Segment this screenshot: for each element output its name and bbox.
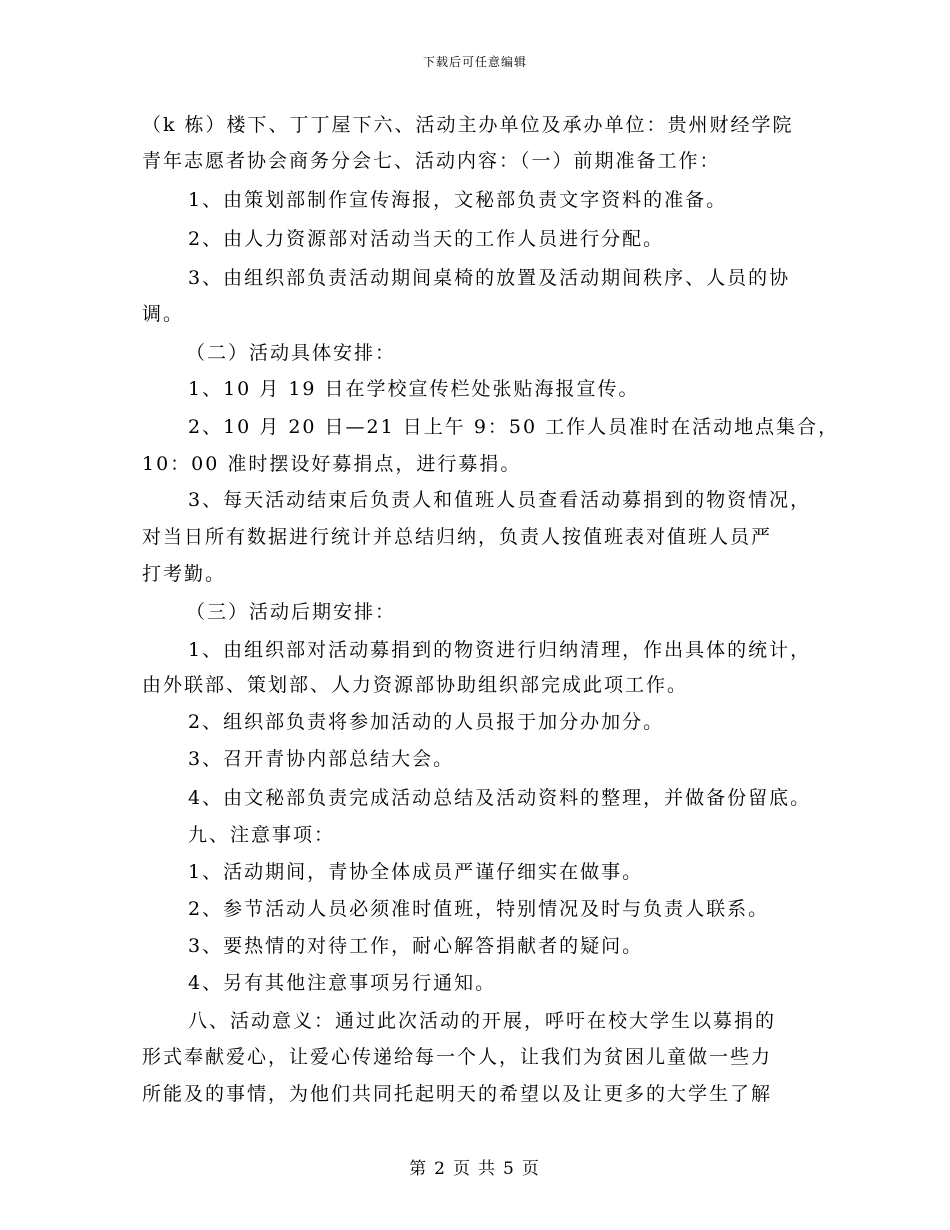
body-line: 3、由组织部负责活动期间桌椅的放置及活动期间秩序、人员的协 (188, 267, 791, 289)
body-line: 2、10 月 20 日—21 日上午 9：50 工作人员准时在活动地点集合， (188, 416, 840, 438)
body-line: 1、由组织部对活动募捐到的物资进行归纳清理，作出具体的统计， (188, 639, 812, 661)
body-line: 10：00 准时摆设好募捐点，进行募捐。 (142, 453, 522, 475)
footer-suffix: 页 (521, 1159, 541, 1179)
body-line: 3、要热情的对待工作，耐心解答捐献者的疑问。 (188, 935, 644, 957)
body-line: 3、每天活动结束后负责人和值班人员查看活动募捐到的物资情况， (188, 489, 812, 511)
body-line: 调。 (142, 303, 185, 325)
body-line: 1、活动期间，青协全体成员严谨仔细实在做事。 (188, 861, 644, 883)
body-line: 4、另有其他注意事项另行通知。 (188, 972, 497, 994)
footer-page-word: 页 (453, 1159, 472, 1179)
body-line: 所能及的事情，为他们共同托起明天的希望以及让更多的大学生了解 (142, 1083, 773, 1105)
section-heading: （三）活动后期安排： (186, 601, 397, 623)
total-page-number: 5 (503, 1159, 516, 1179)
current-page-number: 2 (434, 1159, 447, 1179)
page-footer (0, 1154, 950, 1179)
body-line: 八、活动意义：通过此次活动的开展，呼吁在校大学生以募捐的 (188, 1010, 777, 1032)
body-line: 1、10 月 19 日在学校宣传栏处张贴海报宣传。 (188, 378, 640, 400)
body-line: 对当日所有数据进行统计并总结归纳，负责人按值班表对值班人员严 (142, 526, 773, 548)
body-line: 青年志愿者协会商务分会七、活动内容：（一）前期准备工作： (142, 150, 721, 172)
body-line: 1、由策划部制作宣传海报，文秘部负责文字资料的准备。 (188, 189, 728, 211)
body-line: （k 栋）楼下、丁丁屋下六、活动主办单位及承办单位：贵州财经学院 (142, 114, 794, 136)
body-line: 2、参节活动人员必须准时值班，特别情况及时与负责人联系。 (188, 898, 770, 920)
body-line: 形式奉献爱心，让爱心传递给每一个人，让我们为贫困儿童做一些力 (142, 1046, 773, 1068)
body-line: 由外联部、策划部、人力资源部协助组织部完成此项工作。 (142, 674, 689, 696)
body-line: 4、由文秘部负责完成活动总结及活动资料的整理，并做备份留底。 (188, 787, 812, 809)
body-line: 3、召开青协内部总结大会。 (188, 748, 455, 770)
section-heading: （二）活动具体安排： (186, 342, 397, 364)
footer-prefix: 第 (409, 1159, 429, 1179)
body-line: 打考勤。 (142, 563, 227, 585)
header-note: 下载后可任意编辑 (422, 55, 527, 69)
body-line: 2、由人力资源部对活动当天的工作人员进行分配。 (188, 228, 665, 250)
footer-total-word: 共 (478, 1159, 497, 1179)
section-heading: 九、注意事项： (188, 824, 336, 846)
body-line: 2、组织部负责将参加活动的人员报于加分办加分。 (188, 711, 665, 733)
